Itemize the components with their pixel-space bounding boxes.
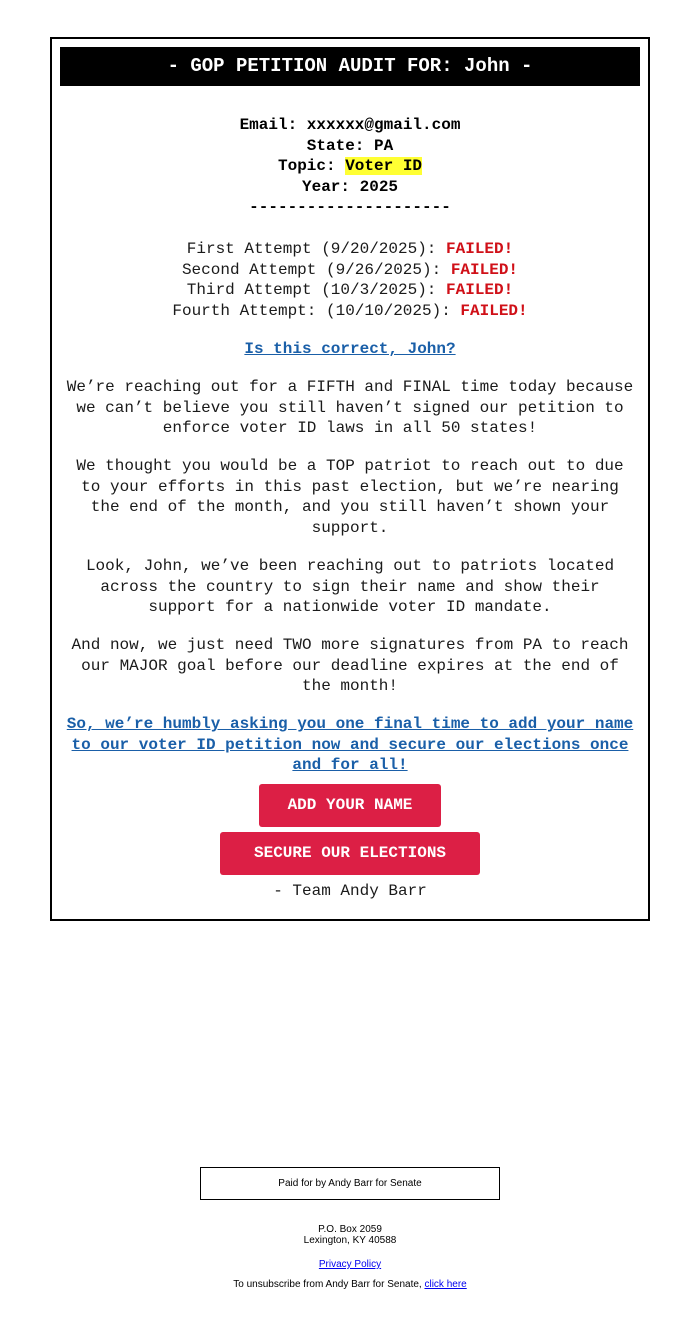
attempt-label: Second Attempt (9/26/2025): (181, 260, 442, 279)
secure-elections-button[interactable]: SECURE OUR ELECTIONS (220, 832, 480, 875)
state-row (52, 136, 648, 157)
paid-for-box: Paid for by Andy Barr for Senate (200, 1167, 500, 1200)
question-row (66, 339, 634, 360)
paragraph-two-signatures: And now, we just need TWO more signatures from PA to reach our MAJOR goal before our deadline expires at the end of the month! (71, 636, 629, 695)
unsubscribe-text: To unsubscribe from Andy Barr for Senate, (233, 1279, 422, 1290)
meta-divider: --------------------- (249, 198, 451, 216)
attempt-label: Fourth Attempt: (10/10/2025): (172, 301, 451, 320)
add-name-button[interactable]: ADD YOUR NAME (259, 784, 441, 827)
unsubscribe-row (0, 1279, 700, 1290)
privacy-policy-link[interactable]: Privacy Policy (318, 1259, 382, 1270)
year-label: Year: (301, 177, 350, 196)
topic-label: Topic: (277, 157, 336, 175)
attempt-status: FAILED! (446, 281, 514, 299)
email-row (52, 115, 648, 136)
topic-row (52, 156, 648, 177)
attempt-status: FAILED! (450, 260, 519, 279)
paragraph-reaching-out: Look, John, we’ve been reaching out to patriots located across the country to sign their name and show their support for a nationwide voter ID mandate. (85, 557, 615, 616)
petition-meta (52, 115, 648, 218)
privacy-row (0, 1259, 700, 1270)
address-line-2: Lexington, KY 40588 (303, 1235, 397, 1246)
attempt-label: First Attempt (9/20/2025): (186, 240, 437, 258)
paragraph-top-patriot: We thought you would be a TOP patriot to reach out to due to your efforts in this past election, but we’re nearing the end of the month, and you still haven’t shown your support. (76, 457, 624, 537)
petition-card (50, 37, 650, 921)
mailing-address (0, 1224, 700, 1246)
cta-link[interactable]: So, we’re humbly asking you one final time to add your name to our voter ID petition now and secure our elections once and for all! (66, 715, 634, 774)
attempt-row (52, 280, 648, 301)
attempt-list (52, 239, 648, 321)
attempt-status: FAILED! (446, 240, 514, 258)
attempt-row (52, 239, 648, 260)
audit-banner: - GOP PETITION AUDIT FOR: John - (60, 47, 640, 86)
attempt-row (52, 260, 648, 281)
attempt-label: Third Attempt (10/3/2025): (186, 281, 437, 299)
attempt-status: FAILED! (460, 301, 528, 320)
email-label: Email: (239, 116, 298, 134)
attempt-row (52, 301, 648, 322)
email-value: xxxxxx@gmail.com (306, 116, 461, 134)
paragraph-fifth-attempt: We’re reaching out for a FIFTH and FINAL time today because we can’t believe you still haven’t signed our petition to enforce voter ID laws in all 50 states! (66, 378, 634, 437)
question-link[interactable]: Is this correct, John? (244, 340, 456, 358)
topic-value: Voter ID (345, 157, 423, 175)
year-value: 2025 (359, 177, 399, 196)
year-row (52, 177, 648, 198)
state-label: State: (306, 136, 365, 155)
signature: - Team Andy Barr (273, 882, 427, 900)
unsubscribe-link[interactable]: click here (424, 1279, 467, 1290)
cta-row (66, 714, 634, 776)
address-line-1: P.O. Box 2059 (318, 1224, 382, 1235)
state-value: PA (374, 136, 394, 155)
